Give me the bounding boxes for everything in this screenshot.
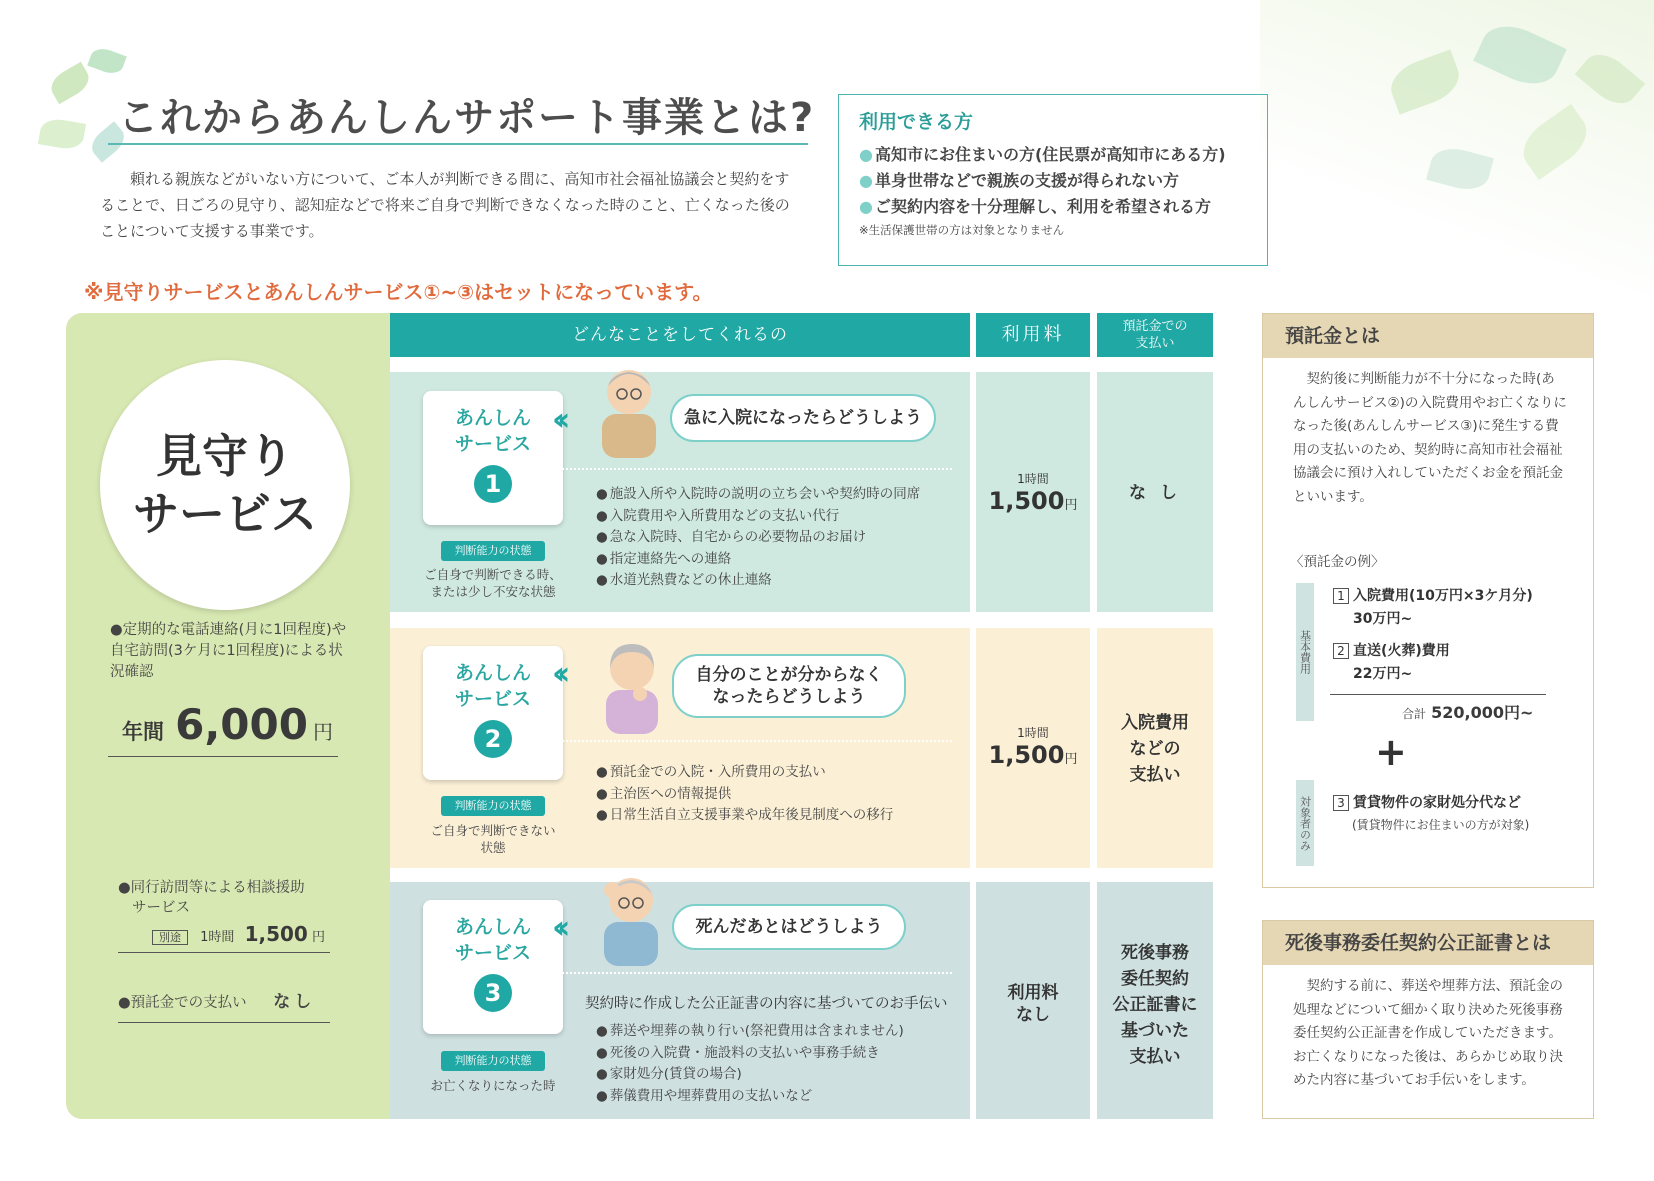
service-3-items [596,1021,904,1107]
header-deposit-line2: 支払い [1135,336,1175,351]
notary-panel-title: 死後事務委任契約公正証書とは [1263,921,1593,965]
service-item: ● 預託金での入院・入所費用の支払い [596,762,893,784]
fee-line1: 利用料 [1007,983,1059,1003]
item-number: 2 [1333,643,1349,659]
service-1-fee [976,470,1090,515]
service-item: ● 入院費用や入所費用などの支払い代行 [596,506,920,528]
state-line2: 状態 [480,840,506,855]
service-item: ● 日常生活自立支援事業や成年後見制度への移行 [596,805,893,827]
deposit-example-item-1 [1333,585,1533,607]
consult-service-line1: ●同行訪問等による相談援助 [118,880,305,896]
consult-fee [152,922,325,946]
bubble-text: 急に入院になったらどうしよう [684,408,922,428]
intro-text: 頼れる親族などがいない方について、ご本人が判断できる間に、高知市社会福祉協議会と契約をすることで、日ごろの見守り、認知症などで将来ご自身で判断できなくなった時のこと、亡くなった後のことについて支援する事業です。 [100,170,790,240]
service-item: ● 主治医への情報提供 [596,784,893,806]
deposit-line: 支払い [1129,765,1181,785]
deposit-line: 支払い [1129,1047,1181,1067]
leaf-decoration-right [1260,0,1654,300]
state-line1: ご自身で判断できない [430,823,556,838]
deposit-example-item-3 [1333,792,1521,814]
state-text [418,822,568,856]
state-line1: お亡くなりになった時 [430,1078,556,1093]
worry-bubble-2 [672,654,906,718]
fee-line2: なし [1016,1005,1050,1025]
deposit-line: 死後事務 [1121,943,1189,963]
deposit-line: 公正証書に [1112,995,1198,1015]
total-underline [1330,694,1546,695]
service-item: ● 家財処分(賃貸の場合) [596,1064,904,1086]
eligibility-item: ● ご契約内容を十分理解し、利用を希望される方 [859,194,1247,220]
consult-hour: 1時間 [200,930,235,945]
row-divider-dots [562,468,952,470]
deposit-example-amount-2: 22万円~ [1353,666,1413,682]
row-divider-dots [562,972,952,974]
consult-tag: 別途 [152,930,188,945]
deposit-line: 入院費用 [1121,713,1189,733]
deposit-panel-body: 契約後に判断能力が不十分になった時(あんしんサービス②)の入院費用やお亡くなりになった後(あんしんサービス③)に発生する費用の支払いのため、契約時に高知市社会福祉協議会に預け入れしていただくお金を預託金といいます。 [1293,371,1567,505]
service-item: ● 死後の入院費・施設料の支払いや事務手続き [596,1043,904,1065]
state-text [418,566,568,600]
fee-price: 1,500 [988,741,1065,769]
mimamori-deposit [118,992,315,1014]
deposit-line: 委任契約 [1121,969,1189,989]
bubble-text-line1: 自分のことが分からなく [695,665,883,685]
service-item: ● 施設入所や入院時の説明の立ち会いや契約時の同席 [596,484,920,506]
service-3-deposit [1097,940,1213,1070]
elderly-man-icon [596,362,662,458]
service-1-items [596,484,920,592]
annual-unit: 円 [313,720,334,744]
state-badge: 判断能力の状態 [441,796,545,816]
chevron-left-icon: ‹‹ [552,400,563,438]
bubble-text: 死んだあとはどうしよう [695,917,883,937]
chevron-left-icon: ‹‹ [552,908,563,946]
basic-cost-label: 基本費用 [1296,583,1314,721]
eligibility-note: ※生活保護世帯の方は対象となりません [859,223,1065,237]
item-text: 賃貸物件の家財処分代など [1353,795,1521,811]
row-divider-dots [562,740,952,742]
deposit-example-note-3: (賃貸物件にお住まいの方が対象) [1352,818,1530,832]
service-name-line2: サービス [454,433,531,455]
plus-icon: + [1375,730,1407,774]
eligibility-box [838,94,1268,266]
service-2-deposit [1097,710,1213,788]
service-number-badge: 2 [474,720,512,758]
header-deposit [1097,313,1213,357]
fee-price: 1,500 [988,487,1065,515]
fee-yen: 円 [1064,498,1078,513]
service-name-line2: サービス [454,688,531,710]
target-only-label: 対象者のみ [1296,780,1314,866]
mimamori-annual-fee [122,700,333,749]
consult-unit: 円 [311,930,325,945]
state-line1: ご自身で判断できる時、 [424,567,562,582]
service-number-badge: 1 [474,465,512,503]
annual-underline [108,756,338,757]
total-value: 520,000円~ [1431,703,1534,722]
title-underline [108,143,808,145]
service-1-deposit [1097,480,1213,506]
mimamori-title-line2: サービス [133,487,317,541]
deposit-underline [118,1022,330,1023]
set-notice: ※見守りサービスとあんしんサービス①~③はセットになっています。 [84,280,713,304]
eligibility-item: ● 高知市にお住まいの方(住民票が高知市にある方) [859,142,1247,168]
worry-bubble-1 [670,394,936,442]
header-what: どんなことをしてくれるの [390,313,970,357]
service-2-items [596,762,893,827]
mimamori-deposit-value: なし [273,992,316,1012]
chevron-left-icon: ‹‹ [552,654,563,692]
item-number: 3 [1333,795,1349,811]
deposit-panel-title: 預託金とは [1263,314,1593,358]
service-name-line2: サービス [454,942,531,964]
eligibility-item: ● 単身世帯などで親族の支援が得られない方 [859,168,1247,194]
header-fee: 利用料 [976,313,1090,357]
service-card-3 [423,900,563,1034]
service-item: ● 葬儀費用や埋葬費用の支払いなど [596,1086,904,1108]
deposit-example-label: 〈預託金の例〉 [1290,554,1385,570]
service-name-line1: あんしん [454,407,531,429]
deposit-example-amount-1: 30万円~ [1353,611,1413,627]
deposit-line: 基づいた [1121,1021,1189,1041]
state-badge: 判断能力の状態 [441,1051,545,1071]
deposit-example-item-2 [1333,640,1450,662]
service-number-badge: 3 [474,974,512,1012]
service-card-2 [423,646,563,780]
mimamori-title-line1: 見守り [156,429,294,483]
consult-service-line2: サービス [132,900,190,916]
service-item: ● 葬送や埋葬の執り行い(祭祀費用は含まれません) [596,1021,904,1043]
annual-value: 6,000 [175,700,308,749]
service-3-fee [976,982,1090,1026]
item-text: 直送(火葬)費用 [1353,643,1450,659]
elderly-man-worried-icon [596,870,666,966]
fee-yen: 円 [1064,752,1078,767]
mimamori-title-circle [100,360,350,610]
deposit-line: な し [1129,483,1181,503]
item-number: 1 [1333,588,1349,604]
service-name-line1: あんしん [454,662,531,684]
consult-underline [118,952,330,953]
worry-bubble-3 [672,904,906,950]
state-line2: または少し不安な状態 [430,584,556,599]
eligibility-title: 利用できる方 [859,111,974,133]
service-item: ● 水道光熱費などの休止連絡 [596,570,920,592]
bubble-text-line2: なったらどうしよう [712,687,866,707]
item-text: 入院費用(10万円×3ケ月分) [1353,588,1533,604]
consult-price: 1,500 [244,922,308,946]
fee-unit-time: 1時間 [1017,472,1049,486]
service-item: ● 急な入院時、自宅からの必要物品のお届け [596,527,920,549]
service-name-line1: あんしん [454,916,531,938]
header-deposit-line1: 預託金での [1122,319,1188,334]
mimamori-description: ●定期的な電話連絡(月に1回程度)や自宅訪問(3ケ月に1回程度)による状況確認 [110,622,347,680]
service-item: ● 指定連絡先への連絡 [596,549,920,571]
deposit-total [1402,700,1533,723]
state-badge: 判断能力の状態 [441,541,545,561]
notary-panel [1262,920,1594,1119]
elderly-woman-icon [600,638,664,734]
total-label: 合計 [1402,707,1427,721]
mimamori-deposit-label: ●預託金での支払い [118,995,247,1011]
state-text [418,1077,568,1094]
notary-panel-body: 契約する前に、葬送や埋葬方法、預託金の処理などについて細かく取り決めた死後事務委任契約公正証書を作成していただきます。お亡くなりになった後は、あらかじめ取り決めた内容に基づいてお手伝いをします。 [1293,978,1563,1088]
service-card-1 [423,391,563,525]
service-2-fee [976,724,1090,769]
deposit-line: などの [1129,739,1181,759]
page-title: これからあんしんサポート事業とは? [118,95,816,141]
annual-label: 年間 [122,720,164,744]
fee-unit-time: 1時間 [1017,726,1049,740]
service-3-intro: 契約時に作成した公正証書の内容に基づいてのお手伝い [585,996,948,1012]
